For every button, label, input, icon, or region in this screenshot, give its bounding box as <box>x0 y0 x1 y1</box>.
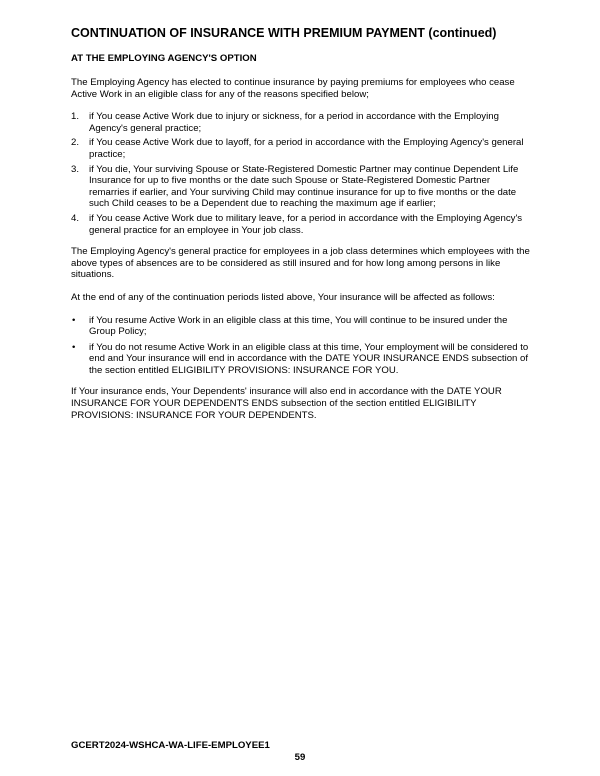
list-item <box>71 315 531 338</box>
list-item-text: if You do not resume Active Work in an eligible class at this time, Your employment will be considered to end and Your insurance will end in accordance with the DATE YOUR INSURANCE ENDS subsection of the section entitled ELIGIBILITY PROVISIONS: INSURANCE FOR YOU. <box>89 341 529 376</box>
intro-paragraph: The Employing Agency has elected to continue insurance by paying premiums for employees who cease Active Work in an eligible class for any of the reasons specified below; <box>71 77 515 100</box>
list-item-text: if You cease Active Work due to injury or sickness, for a period in accordance with the Employing Agency's general practice; <box>89 111 499 134</box>
bullet-icon: • <box>72 341 76 353</box>
reasons-list <box>71 111 531 236</box>
section-heading: AT THE EMPLOYING AGENCY'S OPTION <box>71 53 257 64</box>
list-item-text: if You die, Your surviving Spouse or State-Registered Domestic Partner may continue Dependent Life Insurance for up to five months or the date such Spouse or State-Registered Domestic Partner remarries if earlier, and Your surviving Child may continue insurance for up to five months or the date such Child ceases to be a Dependent due to reaching the maximum age if earlier; <box>89 163 519 210</box>
list-item-text: if You cease Active Work due to layoff, for a period in accordance with the Employing Agency's general practice; <box>89 137 524 160</box>
footer-document-code: GCERT2024-WSHCA-WA-LIFE-EMPLOYEE1 <box>71 740 270 751</box>
list-item-text: if You cease Active Work due to military leave, for a period in accordance with the Employing Agency's general practice for an employee in Your job class. <box>89 212 523 236</box>
list-item-number: 1. <box>71 111 80 123</box>
general-practice-paragraph: The Employing Agency's general practice for employees in a job class determines which employees with the above types of absences are to be considered as still insured and for how long among persons in like situations. <box>71 246 530 281</box>
list-item <box>71 213 531 236</box>
list-item-text: if You resume Active Work in an eligible class at this time, You will continue to be insured under the Group Policy; <box>89 314 508 338</box>
list-item <box>71 111 531 134</box>
list-item <box>71 342 531 377</box>
list-item-number: 4. <box>71 212 80 224</box>
outcomes-list <box>71 315 531 377</box>
end-of-period-paragraph: At the end of any of the continuation periods listed above, Your insurance will be affected as follows: <box>71 291 495 303</box>
page-title: CONTINUATION OF INSURANCE WITH PREMIUM PAYMENT (continued) <box>71 26 497 40</box>
list-item-number: 3. <box>71 163 80 175</box>
page-number: 59 <box>294 752 306 763</box>
bullet-icon: • <box>72 314 76 326</box>
list-item <box>71 164 531 210</box>
document-page <box>71 25 531 432</box>
list-item-number: 2. <box>71 137 80 149</box>
list-item <box>71 137 531 160</box>
dependents-paragraph: If Your insurance ends, Your Dependents' insurance will also end in accordance with the DATE YOUR INSURANCE FOR YOUR DEPENDENTS ENDS subsection of the section entitled ELIGIBILITY PROVISIONS: INSURANCE FOR YOUR DEPENDENTS. <box>71 386 502 421</box>
